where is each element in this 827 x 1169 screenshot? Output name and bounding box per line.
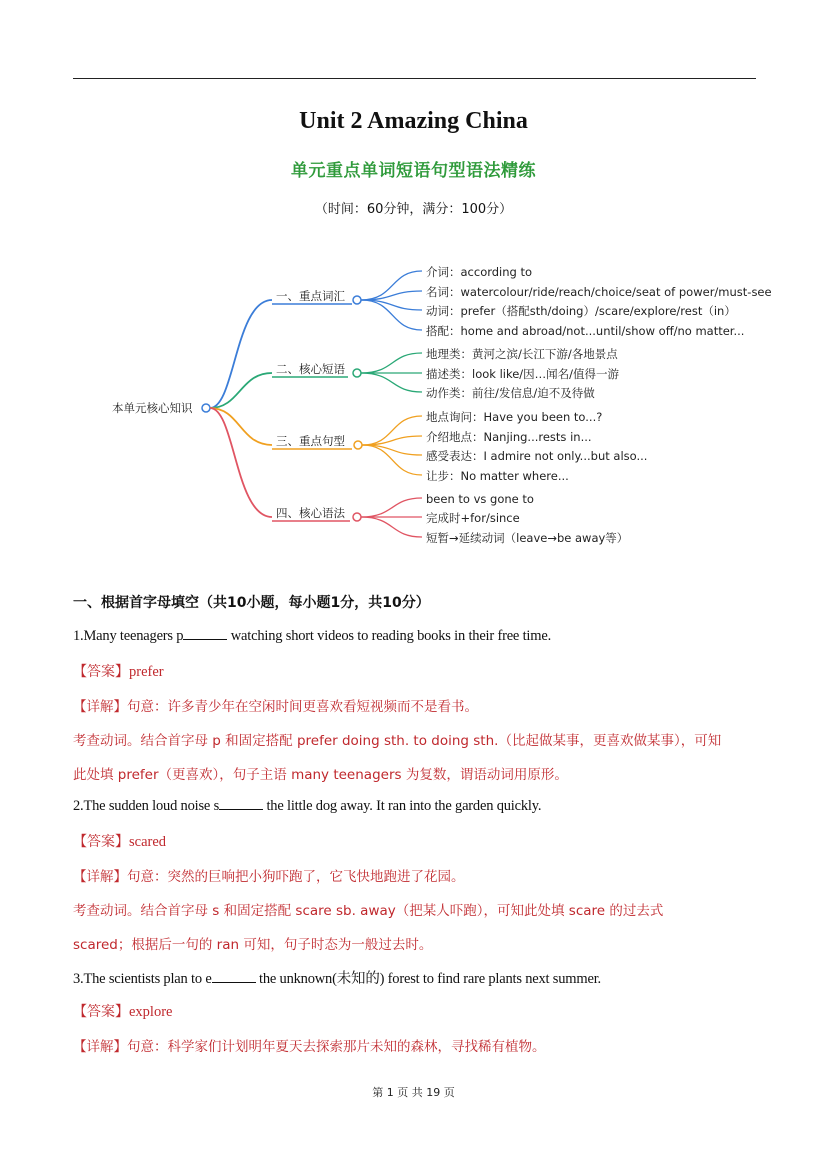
- branch-1-label: 一、重点词汇: [276, 289, 345, 303]
- branch-2-node: [353, 369, 361, 377]
- branch-4-node: [353, 513, 361, 521]
- page-footer: 第 1 页 共 19 页: [372, 1086, 455, 1099]
- branch-1-item: 介词：according to: [426, 265, 533, 279]
- answer-blank[interactable]: [183, 627, 227, 640]
- branch-1-node: [353, 296, 361, 304]
- answer-blank[interactable]: [212, 970, 256, 983]
- branch-3-item: 感受表达：I admire not only...but also...: [426, 449, 648, 463]
- question-3: 3.The scientists plan to e the unknown(未知的) forest to find rare plants next summer.: [73, 971, 601, 987]
- mindmap-root-node: [202, 404, 210, 412]
- answer-blank[interactable]: [219, 797, 263, 810]
- answer-2: 【答案】scared: [73, 834, 167, 850]
- page-subtitle: 单元重点单词短语句型语法精练: [291, 161, 536, 181]
- mindmap-root: 本单元核心知识: [112, 401, 193, 415]
- branch-3-node: [354, 441, 362, 449]
- branch-4-item: 短暂→延续动词（leave→be away等）: [426, 531, 629, 545]
- branch-4-item: been to vs gone to: [426, 492, 534, 506]
- explain-2: 【详解】句意：突然的巨响把小狗吓跑了，它飞快地跑进了花园。: [73, 869, 465, 885]
- header-rule: [73, 78, 756, 79]
- explain-1-line: 此处填 prefer（更喜欢），句子主语 many teenagers 为复数，谓语动词用原形。: [73, 767, 568, 783]
- branch-3-label: 三、重点句型: [276, 434, 345, 448]
- branch-2-label: 二、核心短语: [276, 362, 345, 376]
- link-branch-4: [210, 408, 272, 517]
- branch-2-item: 地理类：黄河之滨/长江下游/各地景点: [426, 347, 618, 361]
- explain-3: 【详解】句意：科学家们计划明年夏天去探索那片未知的森林，寻找稀有植物。: [73, 1039, 546, 1055]
- section-heading: 一、根据首字母填空（共10小题，每小题1分，共10分）: [73, 595, 430, 611]
- branch-4-item: 完成时+for/since: [426, 511, 520, 525]
- branch-2-item: 描述类：look like/因…闻名/值得一游: [426, 367, 620, 381]
- explain-1: 【详解】句意：许多青少年在空闲时间更喜欢看短视频而不是看书。: [73, 699, 478, 715]
- link-branch-1: [210, 300, 272, 408]
- branch-1-item: 名词：watercolour/ride/reach/choice/seat of power/must-see: [426, 285, 772, 299]
- answer-3: 【答案】explore: [73, 1004, 173, 1020]
- branch-3-item: 让步：No matter where...: [426, 469, 569, 483]
- branch-4-label: 四、核心语法: [276, 506, 345, 520]
- branch-3-item: 介绍地点：Nanjing...rests in...: [426, 430, 592, 444]
- branch-2-item: 动作类：前往/发信息/迫不及待做: [426, 386, 595, 400]
- question-1: 1.Many teenagers p watching short videos to reading books in their free time.: [73, 628, 551, 644]
- explain-2-line: 考查动词。结合首字母 s 和固定搭配 scare sb. away（把某人吓跑），可知此处填 scare 的过去式: [73, 903, 664, 919]
- question-2: 2.The sudden loud noise s the little dog away. It ran into the garden quickly.: [73, 798, 542, 814]
- branch-1-item: 动词：prefer（搭配sth/doing）/scare/explore/rest（in）: [426, 304, 736, 318]
- branch-1-item: 搭配：home and abroad/not...until/show off/no matter...: [426, 324, 745, 338]
- explain-2-line: scared；根据后一句的 ran 可知，句子时态为一般过去时。: [73, 937, 433, 953]
- explain-1-line: 考查动词。结合首字母 p 和固定搭配 prefer doing sth. to doing sth.（比起做某事，更喜欢做某事），可知: [73, 733, 722, 749]
- answer-1: 【答案】prefer: [73, 664, 164, 680]
- page-title: Unit 2 Amazing China: [299, 108, 528, 134]
- mindmap: [0, 250, 827, 560]
- branch-3-item: 地点询问：Have you been to...?: [426, 410, 603, 424]
- time-info: （时间：60分钟，满分：100分）: [314, 202, 513, 217]
